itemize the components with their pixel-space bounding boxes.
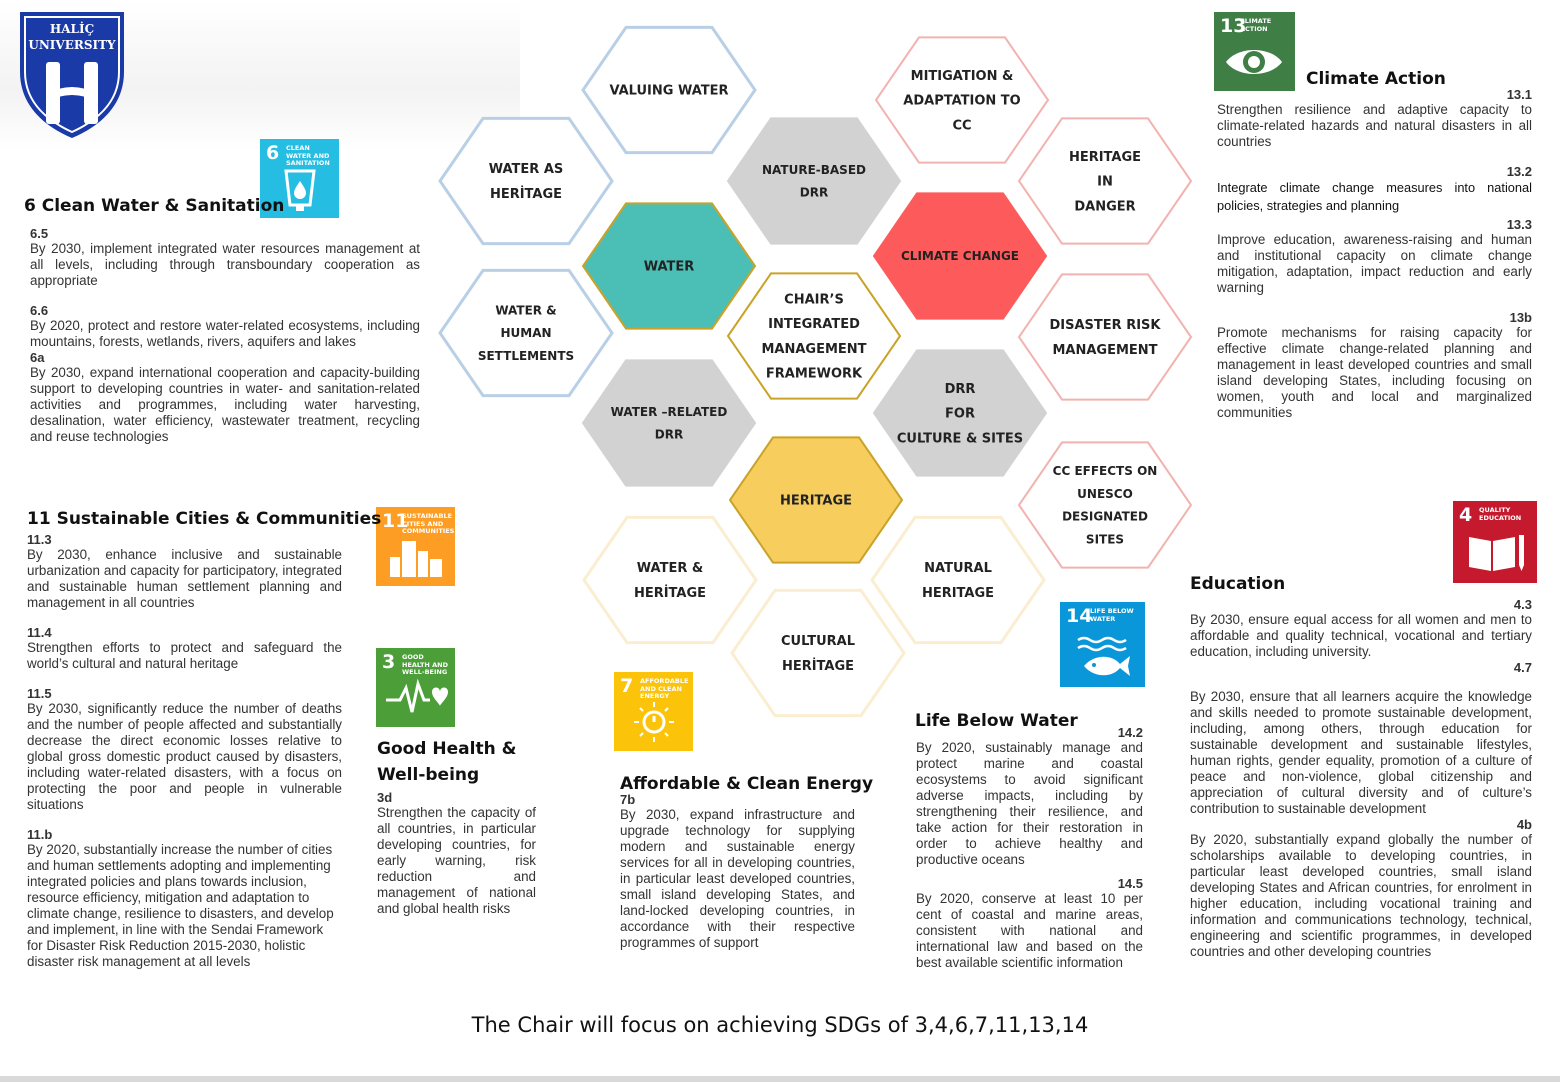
target-number: 14.5: [1117, 876, 1143, 891]
sdg11-icon: 11 SUSTAINABLE CITIES AND COMMUNITIES: [376, 507, 455, 586]
target-text: Strengthen efforts to protect and safeguard the world’s cultural and natural heritage: [27, 640, 342, 671]
target-number: 11.5: [27, 686, 52, 701]
hexagon-label: SITES: [1085, 532, 1125, 547]
target-number: 6a: [30, 350, 45, 365]
hexagon-mitigation: [876, 37, 1048, 162]
heartbeat-icon: [376, 648, 455, 727]
eye-globe-icon: [1214, 12, 1295, 91]
hexagon-natural-heritage: [872, 517, 1044, 642]
hexagon-water-as-heritage: [440, 118, 612, 243]
hexagon-shape: [583, 360, 755, 485]
target-text: By 2030, expand international cooperation and capacity-building support to developing countries in water- and sanitation-related activities and programmes, including water harvesting, desalination, water efficiency, wastewater treatment, recycling and reuse technologies: [30, 365, 420, 444]
sdg13-icon: 13 CLIMATE ACTION: [1214, 12, 1295, 91]
hexagon-shape: [872, 517, 1044, 642]
target-number: 11.3: [27, 532, 52, 547]
sdg14-heading: Life Below Water: [915, 711, 1078, 731]
target-text: By 2020, conserve at least 10 per cent of coastal and marine areas, consistent with national and international law and based on the best available scientific information: [916, 891, 1143, 970]
target-number: 13.2: [1506, 164, 1532, 179]
hexagon-label: WATER AS: [488, 162, 564, 178]
target-text: Improve education, awareness-raising and human and institutional capacity on climate change mitigation, adaptation, impact reduction and early warning: [1217, 232, 1532, 295]
hexagon-label: DESIGNATED: [1062, 509, 1148, 524]
hexagon-shape: [440, 118, 612, 243]
target-number: 13.3: [1506, 217, 1532, 232]
hexagon-shape: [584, 517, 756, 642]
hexagon-label: HERITAGE: [921, 585, 995, 601]
hexagon-label: IN: [1097, 174, 1113, 190]
hexagon-valuing-water: [583, 27, 755, 152]
hexagon-label: HERİTAGE: [489, 186, 563, 202]
target-number: 14.2: [1117, 725, 1143, 740]
hexagon-label: CLIMATE CHANGE: [900, 249, 1020, 264]
hexagon-heritage-in-danger: [1019, 118, 1191, 243]
sdg6-targets: [30, 226, 420, 445]
sdg7-icon: 7 AFFORDABLE AND CLEAN ENERGY: [614, 672, 693, 751]
hexagon-label: HUMAN: [500, 326, 552, 341]
sdg14-targets: [916, 725, 1143, 971]
hexagon-water: [583, 203, 755, 328]
target-text: By 2030, expand infrastructure and upgrade technology for supplying modern and sustainable energy services for all in developing countries, in particular least developed countries, small island developing States, and land-locked developing countries, in accordance with their respective programmes of support: [620, 807, 855, 950]
hexagon-label: FRAMEWORK: [765, 366, 863, 382]
hexagon-label: INTEGRATED: [768, 317, 860, 333]
target-text: By 2020, substantially increase the number of cities and human settlements adopting and implementing integrated policies and plans towards inclusion, resource efficiency, mitigation and adaptation to climate change, resilience to disasters, and develop and implement, in line with the Sendai Framework for Disaster Risk Reduction 2015-2030, holistic disaster risk management at all levels: [27, 842, 334, 969]
target-number: 11.b: [27, 827, 53, 842]
hexagon-label: DISASTER RISK: [1049, 318, 1161, 334]
hexagon-label: WATER &: [495, 303, 557, 318]
hexagon-label: CC EFFECTS ON: [1052, 464, 1158, 478]
hexagon-label: SETTLEMENTS: [477, 349, 575, 363]
target-number: 3d: [377, 790, 393, 805]
target-number: 13.1: [1506, 87, 1532, 102]
hexagon-label: WATER &: [636, 561, 704, 577]
sdg11-heading: 11 Sustainable Cities & Communities: [27, 509, 382, 529]
hexagon-cc-effects-unesco: [1019, 442, 1191, 567]
hexagon-label: DRR: [799, 185, 829, 200]
target-number: 6.5: [30, 226, 49, 241]
sdg14-icon: 14 LIFE BELOW WATER: [1060, 602, 1145, 687]
book-pencil-icon: [1453, 501, 1537, 583]
hexagon-label: HERİTAGE: [781, 658, 855, 674]
hexagon-label: NATURAL: [924, 561, 992, 577]
hexagon-shape: [1019, 442, 1191, 567]
fish-icon: [1060, 602, 1145, 687]
hexagon-shape: [1019, 274, 1191, 399]
buildings-icon: [376, 507, 455, 586]
hexagon-label: MANAGEMENT: [1052, 342, 1158, 358]
target-text: By 2030, ensure that all learners acquire the knowledge and skills needed to promote sustainable development, including, among others, through education for sustainable development and sustainable lifestyles, human rights, gender equality, promotion of a culture of peace and non-violence, global citizenship and appreciation of cultural diversity and of culture’s contribution to sustainable development: [1190, 689, 1532, 816]
target-text: Promote mechanisms for raising capacity for effective climate change-related planning and management in least developed countries and small island developing States, including focusing on women, youth and local and marginalized communities: [1217, 325, 1532, 420]
hexagon-label: CULTURE & SITES: [896, 431, 1024, 447]
logo-line2: UNIVERSITY: [28, 38, 116, 52]
sdg4-heading: Education: [1190, 574, 1286, 594]
sdg3-icon: 3 GOOD HEALTH AND WELL-BEING: [376, 648, 455, 727]
target-text: By 2020, substantially expand globally the number of scholarships available to developing countries, in particular least developed countries, small island developing States and African countries, for enrolment in higher education, including vocational training and information and communications technology, technical, engineering and scientific programmes, in developed countries and other developing countries: [1190, 832, 1532, 959]
hexagon-water-related-drr: [583, 360, 755, 485]
target-number: 6.6: [30, 303, 49, 318]
target-number: 4.3: [1513, 597, 1532, 612]
footer-statement: The Chair will focus on achieving SDGs of 3,4,6,7,11,13,14: [471, 1013, 1089, 1037]
logo-line1: HALİÇ: [49, 22, 95, 36]
hexagon-label: NATURE-BASED: [762, 162, 866, 177]
hexagon-shape: [728, 118, 900, 243]
hexagon-label: HERITAGE: [1068, 149, 1142, 165]
target-text: By 2020, protect and restore water-related ecosystems, including mountains, forests, wetlands, rivers, aquifers and lakes: [30, 318, 420, 349]
hexagon-label: DRR: [654, 427, 684, 442]
target-text: Strengthen resilience and adaptive capacity to climate-related hazards and natural disasters in all countries: [1217, 102, 1532, 149]
target-text: By 2030, enhance inclusive and sustainable urbanization and capacity for participatory, integrated and sustainable human settlement planning and management in all countries: [27, 547, 342, 610]
sdg11-targets: [27, 532, 342, 970]
sdg13-heading: Climate Action: [1306, 69, 1446, 89]
sdg3-heading-line1: Good Health &: [377, 739, 517, 759]
hexagon-label: HERITAGE: [779, 493, 853, 509]
target-text: By 2020, sustainably manage and protect marine and coastal ecosystems to avoid significant adverse impacts, including by strengthening their resilience, and take action for their restoration in order to achieve healthy and productive oceans: [916, 740, 1143, 867]
hexagon-label: CULTURAL: [780, 634, 856, 650]
sun-power-icon: [614, 672, 693, 751]
target-text: Integrate climate change measures into national policies, strategies and planning: [1217, 180, 1532, 213]
target-text: Strengthen the capacity of all countries, in particular developing countries, for early warning, risk reduction and management of national and global health risks: [377, 805, 536, 916]
sdg13-targets: [1217, 87, 1532, 421]
sdg7-target: [620, 792, 855, 951]
target-number: 7b: [620, 792, 636, 807]
hexagon-label: CC: [952, 118, 972, 134]
hexagon-label: FOR: [945, 406, 975, 422]
sdg4-icon: 4 QUALITY EDUCATION: [1453, 501, 1537, 583]
sdg6-heading: 6 Clean Water & Sanitation: [24, 196, 285, 216]
hexagon-nature-based-drr: [728, 118, 900, 243]
target-number: 4.7: [1513, 660, 1532, 675]
hexagon-label: MITIGATION &: [910, 68, 1014, 84]
hexagon-label: WATER –RELATED: [610, 404, 728, 419]
hexagon-drr-culture-sites: [874, 350, 1046, 475]
sdg7-heading: Affordable & Clean Energy: [620, 774, 874, 794]
target-text: By 2030, implement integrated water resources management at all levels, including through transboundary cooperation as appropriate: [30, 241, 420, 288]
hexagon-label: UNESCO: [1077, 486, 1133, 501]
hexagon-label: CHAIR’S: [784, 292, 844, 308]
hexagon-disaster-risk-management: [1019, 274, 1191, 399]
hexagon-climate-change: [874, 193, 1046, 318]
target-number: 4b: [1516, 817, 1532, 832]
sdg6-icon: 6 CLEAN WATER AND SANITATION: [260, 139, 339, 218]
hexagon-chair-framework: [728, 273, 900, 398]
hexagon-label: DRR: [944, 381, 976, 397]
hexagon-label: VALUING WATER: [609, 83, 729, 99]
hexagon-label: HERİTAGE: [633, 585, 707, 601]
sdg3-heading-line2: Well-being: [377, 765, 480, 785]
target-text: By 2030, ensure equal access for all women and men to affordable and quality technical, vocational and tertiary education, including university.: [1190, 612, 1532, 659]
target-text: By 2030, significantly reduce the number of deaths and the number of people affected and substantially decrease the direct economic losses relative to global gross domestic product caused by disasters, including water-related disasters, with a focus on protecting the poor and people in vulnerable situations: [27, 701, 342, 812]
hexagon-water-human-settlements: [440, 270, 612, 395]
sdg3-target: [377, 790, 536, 917]
target-number: 11.4: [27, 625, 52, 640]
hexagon-label: DANGER: [1074, 199, 1136, 215]
hexagon-water-and-heritage: [584, 517, 756, 642]
hexagon-shape: [732, 590, 904, 715]
hexagon-label: ADAPTATION TO: [903, 93, 1021, 109]
target-number: 13b: [1509, 310, 1532, 325]
hexagon-label: WATER: [643, 259, 695, 275]
hexagon-cultural-heritage: [732, 590, 904, 715]
hexagon-heritage: [730, 437, 902, 562]
bottom-rule: [0, 1076, 1560, 1082]
sdg4-targets: [1190, 597, 1532, 960]
hexagon-label: MANAGEMENT: [761, 341, 867, 357]
